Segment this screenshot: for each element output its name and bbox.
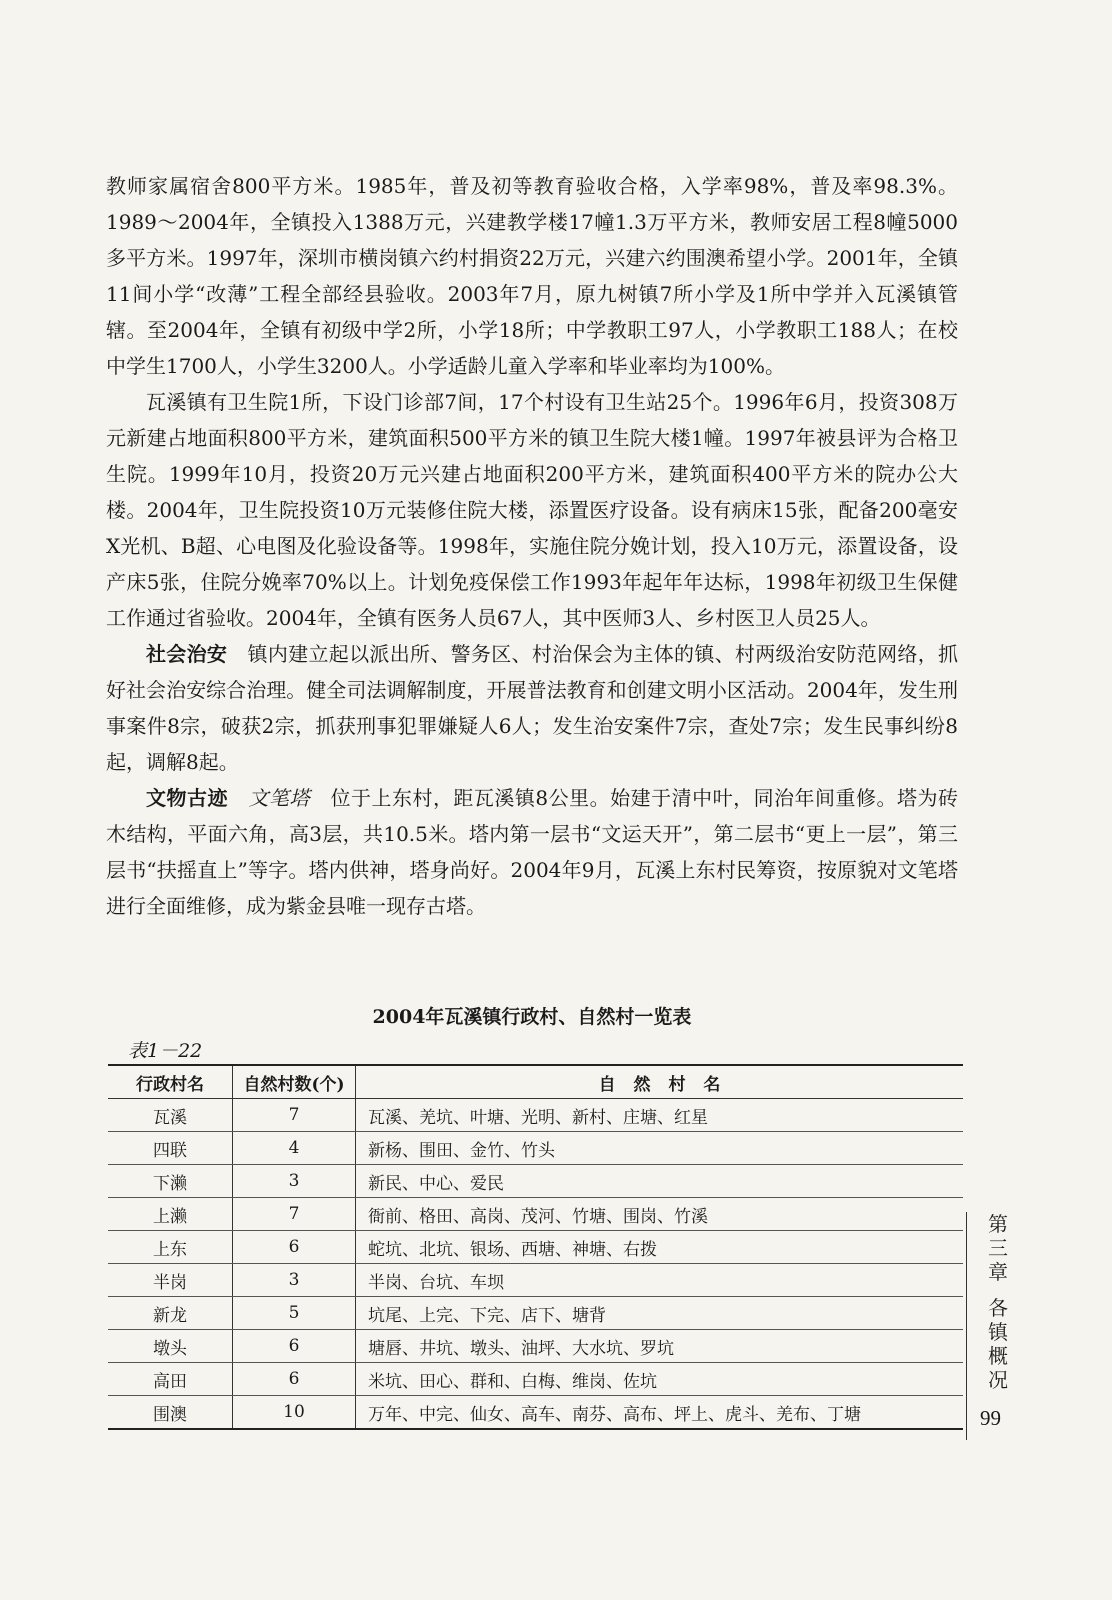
chapter-char: 章 [988, 1260, 1008, 1284]
village-count: 6 [233, 1231, 356, 1264]
village-count: 6 [233, 1330, 356, 1363]
natural-village-names: 新民、中心、爱民 [356, 1165, 964, 1198]
table-label: 表1－22 [128, 1040, 203, 1062]
natural-village-names: 坑尾、上完、下完、店下、塘背 [356, 1297, 964, 1330]
chapter-char: 各 [988, 1296, 1008, 1320]
admin-village-name: 上濑 [108, 1198, 233, 1231]
heritage-item-name: 文笔塔 [248, 786, 310, 810]
natural-village-names: 塘唇、井坑、墩头、油坪、大水坑、罗坑 [356, 1330, 964, 1363]
table-row [108, 1165, 963, 1198]
chapter-char: 第 [988, 1212, 1008, 1236]
chapter-char: 况 [988, 1368, 1008, 1392]
village-count: 3 [233, 1165, 356, 1198]
section-heading-heritage: 文物古迹 [146, 786, 228, 810]
paragraph-education: 教师家属宿舍800平方米。1985年，普及初等教育验收合格，入学率98%，普及率98.3%。1989～2004年，全镇投入1388万元，兴建教学楼17幢1.3万平方米，教师安居工程8幢5000多平方米。1997年，深圳市横岗镇六约村捐资22万元，兴建六约围澳希望小学。2001年，全镇11间小学“改薄”工程全部经县验收。2003年7月，原九树镇7所小学及1所中学并入瓦溪镇管辖。至2004年，全镇有初级中学2所，小学18所；中学教职工97人，小学教职工188人；在校中学生1700人，小学生3200人。小学适龄儿童入学率和毕业率均为100%。 [106, 174, 958, 378]
village-count: 10 [233, 1396, 356, 1430]
natural-village-names: 衙前、格田、高岗、茂河、竹塘、围岗、竹溪 [356, 1198, 964, 1231]
paragraph-public-security [106, 636, 958, 780]
village-count: 3 [233, 1264, 356, 1297]
heritage-text: 位于上东村，距瓦溪镇8公里。始建于清中叶，同治年间重修。塔为砖木结构，平面六角，高3层，共10.5米。塔内第一层书“文运天开”，第二层书“更上一层”，第三层书“扶摇直上”等字。塔内供神，塔身尚好。2004年9月，瓦溪上东村民筹资，按原貌对文笔塔进行全面维修，成为紫金县唯一现存古塔。 [106, 786, 959, 918]
chapter-spacer [978, 1284, 1018, 1296]
chapter-char: 三 [988, 1236, 1008, 1260]
natural-village-names: 半岗、台坑、车坝 [356, 1264, 964, 1297]
admin-village-name: 高田 [108, 1363, 233, 1396]
natural-village-names: 万年、中完、仙女、高车、南芬、高布、坪上、虎斗、羌布、丁塘 [356, 1396, 964, 1430]
natural-village-names: 新杨、围田、金竹、竹头 [356, 1132, 964, 1165]
natural-village-names: 蛇坑、北坑、银场、西塘、神塘、右拨 [356, 1231, 964, 1264]
table-title: 2004年瓦溪镇行政村、自然村一览表 [372, 1006, 692, 1028]
admin-village-name: 新龙 [108, 1297, 233, 1330]
village-count: 6 [233, 1363, 356, 1396]
page-number: 99 [980, 1406, 1001, 1430]
chapter-char: 概 [988, 1344, 1008, 1368]
table-header-row [108, 1065, 963, 1099]
chapter-marker [978, 1212, 1018, 1392]
table-row [108, 1264, 963, 1297]
section-heading-public-security: 社会治安 [146, 642, 228, 666]
paragraph-heritage [106, 780, 958, 924]
chapter-divider [966, 1212, 967, 1440]
village-count: 7 [233, 1198, 356, 1231]
chapter-char: 镇 [988, 1320, 1008, 1344]
table-row [108, 1363, 963, 1396]
villages-table [108, 1064, 963, 1430]
table-row [108, 1396, 963, 1430]
table-row [108, 1132, 963, 1165]
table-row [108, 1231, 963, 1264]
header-village-count: 自然村数(个) [233, 1065, 356, 1099]
village-count: 4 [233, 1132, 356, 1165]
admin-village-name: 上东 [108, 1231, 233, 1264]
natural-village-names: 瓦溪、羌坑、叶塘、光明、新村、庄塘、红星 [356, 1099, 964, 1132]
header-admin-village: 行政村名 [108, 1065, 233, 1099]
admin-village-name: 下濑 [108, 1165, 233, 1198]
admin-village-name: 半岗 [108, 1264, 233, 1297]
village-count: 5 [233, 1297, 356, 1330]
village-count: 7 [233, 1099, 356, 1132]
admin-village-name: 四联 [108, 1132, 233, 1165]
table-row [108, 1198, 963, 1231]
table-row [108, 1099, 963, 1132]
table-row [108, 1330, 963, 1363]
admin-village-name: 瓦溪 [108, 1099, 233, 1132]
public-security-text: 镇内建立起以派出所、警务区、村治保会为主体的镇、村两级治安防范网络，抓好社会治安综合治理。健全司法调解制度，开展普法教育和创建文明小区活动。2004年，发生刑事案件8宗，破获2宗，抓获刑事犯罪嫌疑人6人；发生治安案件7宗，查处7宗；发生民事纠纷8起，调解8起。 [106, 642, 959, 774]
body-text [106, 168, 958, 924]
admin-village-name: 墩头 [108, 1330, 233, 1363]
admin-village-name: 围澳 [108, 1396, 233, 1430]
natural-village-names: 米坑、田心、群和、白梅、维岗、佐坑 [356, 1363, 964, 1396]
paragraph-health: 瓦溪镇有卫生院1所，下设门诊部7间，17个村设有卫生站25个。1996年6月，投资308万元新建占地面积800平方米，建筑面积500平方米的镇卫生院大楼1幢。1997年被县评为合格卫生院。1999年10月，投资20万元兴建占地面积200平方米，建筑面积400平方米的院办公大楼。2004年，卫生院投资10万元装修住院大楼，添置医疗设备。设有病床15张，配备200毫安X光机、B超、心电图及化验设备等。1998年，实施住院分娩计划，投入10万元，添置设备，设产床5张，住院分娩率70%以上。计划免疫保偿工作1993年起年年达标，1998年初级卫生保健工作通过省验收。2004年，全镇有医务人员67人，其中医师3人、乡村医卫人员25人。 [106, 390, 958, 630]
table-row [108, 1297, 963, 1330]
header-natural-villages: 自 然 村 名 [356, 1065, 964, 1099]
